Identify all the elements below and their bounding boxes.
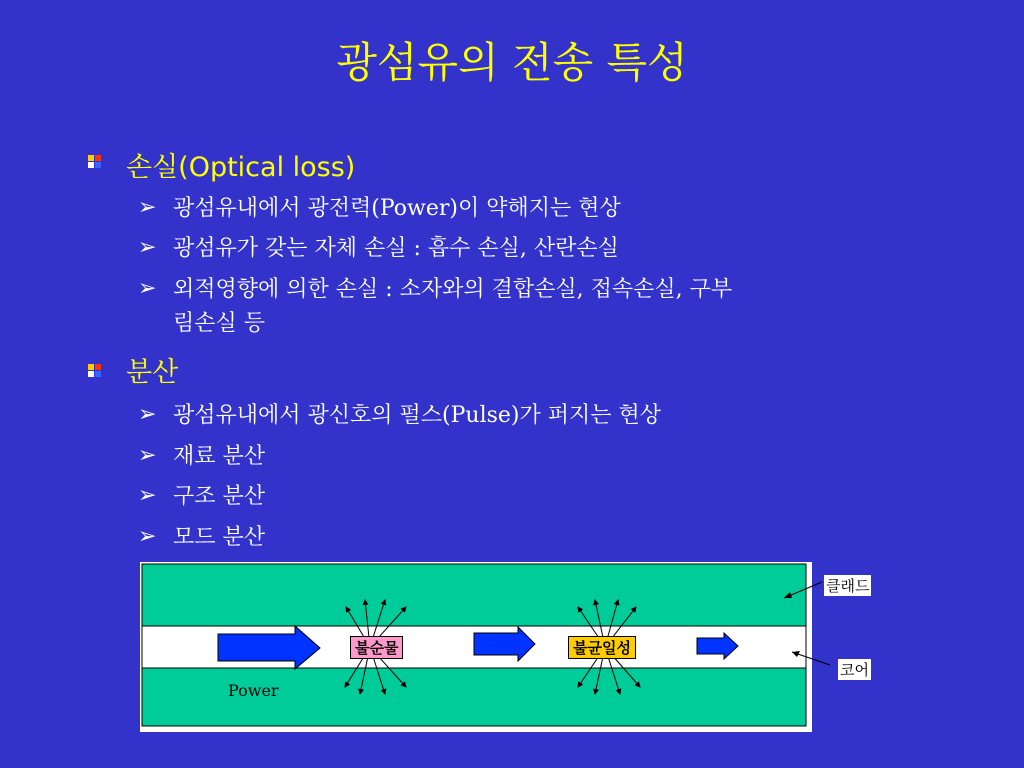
- square-bullet-icon: [88, 364, 102, 378]
- section-heading-dispersion: 분산: [126, 357, 179, 388]
- section-heading-loss: 손실(Optical loss): [126, 152, 356, 183]
- arrow-bullet-icon: ➢: [138, 443, 157, 468]
- loss-item: 광섬유가 갖는 자체 손실 : 흡수 손실, 산란손실: [173, 236, 619, 261]
- dispersion-item: 재료 분산: [173, 444, 266, 469]
- cladding-label: 클래드: [826, 577, 870, 595]
- dispersion-item: 모드 분산: [173, 525, 266, 550]
- arrow-bullet-icon: ➢: [138, 276, 157, 301]
- dispersion-item: 구조 분산: [173, 484, 266, 509]
- impurity-label: 불순물: [350, 636, 403, 659]
- loss-item: 외적영향에 의한 손실 : 소자와의 결합손실, 접속손실, 구부: [173, 277, 733, 302]
- arrow-bullet-icon: ➢: [138, 524, 157, 549]
- power-label: Power: [228, 681, 279, 700]
- dispersion-item: 광섬유내에서 광신호의 펄스(Pulse)가 퍼지는 현상: [173, 403, 661, 428]
- loss-item: 광섬유내에서 광전력(Power)이 약해지는 현상: [173, 196, 621, 221]
- arrow-bullet-icon: ➢: [138, 235, 157, 260]
- fiber-diagram: [140, 562, 812, 732]
- fiber-diagram-graphic: [140, 562, 812, 732]
- nonuniformity-label: 불균일성: [568, 636, 636, 659]
- core-label: 코어: [840, 661, 869, 679]
- cladding-top: [142, 564, 806, 626]
- loss-item-continued: 림손실 등: [173, 311, 266, 336]
- square-bullet-icon: [88, 155, 102, 169]
- arrow-bullet-icon: ➢: [138, 483, 157, 508]
- slide-title: 광섬유의 전송 특성: [336, 38, 688, 87]
- arrow-bullet-icon: ➢: [138, 195, 157, 220]
- arrow-bullet-icon: ➢: [138, 402, 157, 427]
